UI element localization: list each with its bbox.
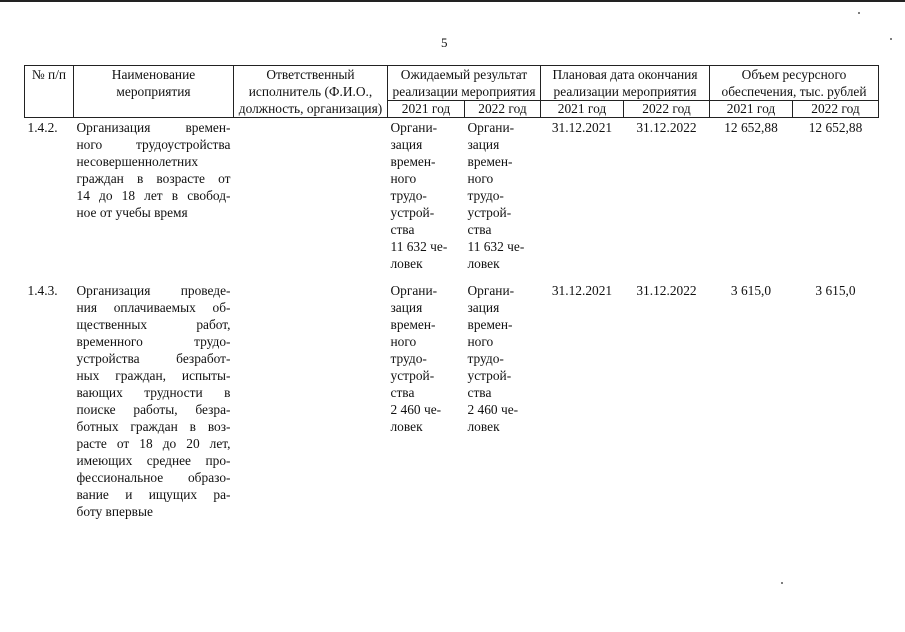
table-row bbox=[25, 282, 879, 530]
scan-speck bbox=[890, 38, 892, 40]
text-line: ловек bbox=[467, 256, 500, 271]
header-result-2022: 2022 год bbox=[465, 101, 541, 118]
text-line: расте от 18 до 20 лет, bbox=[76, 436, 231, 451]
planned-date-2022: 31.12.2022 bbox=[636, 283, 697, 298]
text-line: зация bbox=[467, 137, 500, 152]
activities-table bbox=[24, 65, 879, 530]
responsible-executor bbox=[234, 118, 388, 283]
text-line: трудо- bbox=[467, 351, 504, 366]
text-line: фессиональное образо- bbox=[76, 470, 231, 485]
text-line: Организация проведе- bbox=[76, 283, 231, 298]
header-expected-result: Ожидаемый результат реализации мероприятия bbox=[388, 66, 541, 101]
text-line: зация bbox=[467, 300, 500, 315]
page-number: 5 bbox=[441, 35, 448, 50]
text-line: трудо- bbox=[390, 188, 427, 203]
text-line: устройства безработ- bbox=[76, 351, 231, 366]
header-resources: Объем ресурсного обеспечения, тыс. рублей bbox=[710, 66, 879, 101]
header-number: № п/п bbox=[25, 66, 74, 118]
text-line: 11 632 че- bbox=[467, 239, 525, 254]
row-number: 1.4.3. bbox=[27, 283, 58, 298]
text-line: Органи- bbox=[390, 283, 438, 298]
text-line: устрой- bbox=[467, 368, 512, 383]
text-line: зация bbox=[390, 300, 423, 315]
text-line: ловек bbox=[467, 419, 500, 434]
text-line: ловек bbox=[390, 419, 423, 434]
scan-speck bbox=[858, 12, 860, 14]
planned-date-2021: 31.12.2021 bbox=[551, 283, 613, 298]
funding-2021: 12 652,88 bbox=[724, 120, 778, 135]
text-line: ного bbox=[467, 171, 494, 186]
header-money-2021: 2021 год bbox=[710, 101, 793, 118]
header-planned-date: Плановая дата окончания реализации мероприятия bbox=[541, 66, 710, 101]
expected-result-2021 bbox=[388, 118, 465, 283]
expected-result-2022 bbox=[465, 118, 541, 283]
text-line: вающих трудности в bbox=[76, 385, 231, 400]
header-money-2022: 2022 год bbox=[793, 101, 879, 118]
text-line: ловек bbox=[390, 256, 423, 271]
text-line: ства bbox=[467, 385, 492, 400]
text-line: 14 до 18 лет в свобод- bbox=[76, 188, 231, 203]
page-top-border bbox=[0, 0, 905, 2]
text-line: имеющих среднее про- bbox=[76, 453, 231, 468]
text-line: временного трудо- bbox=[76, 334, 231, 349]
text-line: ния оплачиваемых об- bbox=[76, 300, 231, 315]
funding-2021: 3 615,0 bbox=[730, 283, 772, 298]
scan-speck bbox=[781, 582, 783, 584]
text-line: устрой- bbox=[467, 205, 512, 220]
header-date-2022: 2022 год bbox=[624, 101, 710, 118]
expected-result-2021 bbox=[388, 282, 465, 530]
text-line: ного bbox=[390, 171, 417, 186]
expected-result-2022 bbox=[465, 282, 541, 530]
funding-2022: 12 652,88 bbox=[808, 120, 863, 135]
header-activity-name: Наименование мероприятия bbox=[74, 66, 234, 118]
text-line: ное от учебы время bbox=[76, 205, 188, 220]
text-line: трудо- bbox=[467, 188, 504, 203]
text-line: 11 632 че- bbox=[390, 239, 448, 254]
text-line: ства bbox=[390, 385, 415, 400]
text-line: Органи- bbox=[390, 120, 438, 135]
table-header-row bbox=[25, 66, 879, 101]
text-line: боту впервые bbox=[76, 504, 153, 519]
responsible-executor bbox=[234, 282, 388, 530]
text-line: устрой- bbox=[390, 368, 435, 383]
text-line: Органи- bbox=[467, 283, 515, 298]
text-line: Организация времен- bbox=[76, 120, 231, 135]
planned-date-2021: 31.12.2021 bbox=[551, 120, 613, 135]
activity-name bbox=[74, 282, 234, 530]
text-line: трудо- bbox=[390, 351, 427, 366]
row-number: 1.4.2. bbox=[27, 120, 58, 135]
text-line: граждан в возрасте от bbox=[76, 171, 231, 186]
text-line: поиске работы, безра- bbox=[76, 402, 231, 417]
text-line: зация bbox=[390, 137, 423, 152]
text-line: ного bbox=[390, 334, 417, 349]
text-line: ботных граждан в воз- bbox=[76, 419, 231, 434]
text-line: 2 460 че- bbox=[390, 402, 442, 417]
text-line: устрой- bbox=[390, 205, 435, 220]
text-line: времен- bbox=[467, 154, 513, 169]
header-result-2021: 2021 год bbox=[388, 101, 465, 118]
funding-2022: 3 615,0 bbox=[815, 283, 856, 298]
text-line: ства bbox=[390, 222, 415, 237]
text-line: ных граждан, испыты- bbox=[76, 368, 231, 383]
text-line: ного bbox=[467, 334, 494, 349]
text-line: времен- bbox=[390, 154, 436, 169]
planned-date-2022: 31.12.2022 bbox=[636, 120, 697, 135]
text-line: ного трудоустройства bbox=[76, 137, 231, 152]
header-responsible: Ответственный исполнитель (Ф.И.О., должность, организация) bbox=[234, 66, 388, 118]
text-line: несовершеннолетних bbox=[76, 154, 199, 169]
table-row bbox=[25, 118, 879, 283]
header-date-2021: 2021 год bbox=[541, 101, 624, 118]
text-line: щественных работ, bbox=[76, 317, 231, 332]
text-line: вание и ищущих ра- bbox=[76, 487, 231, 502]
text-line: времен- bbox=[390, 317, 436, 332]
text-line: Органи- bbox=[467, 120, 515, 135]
text-line: времен- bbox=[467, 317, 513, 332]
text-line: 2 460 че- bbox=[467, 402, 519, 417]
text-line: ства bbox=[467, 222, 492, 237]
activity-name bbox=[74, 118, 234, 283]
